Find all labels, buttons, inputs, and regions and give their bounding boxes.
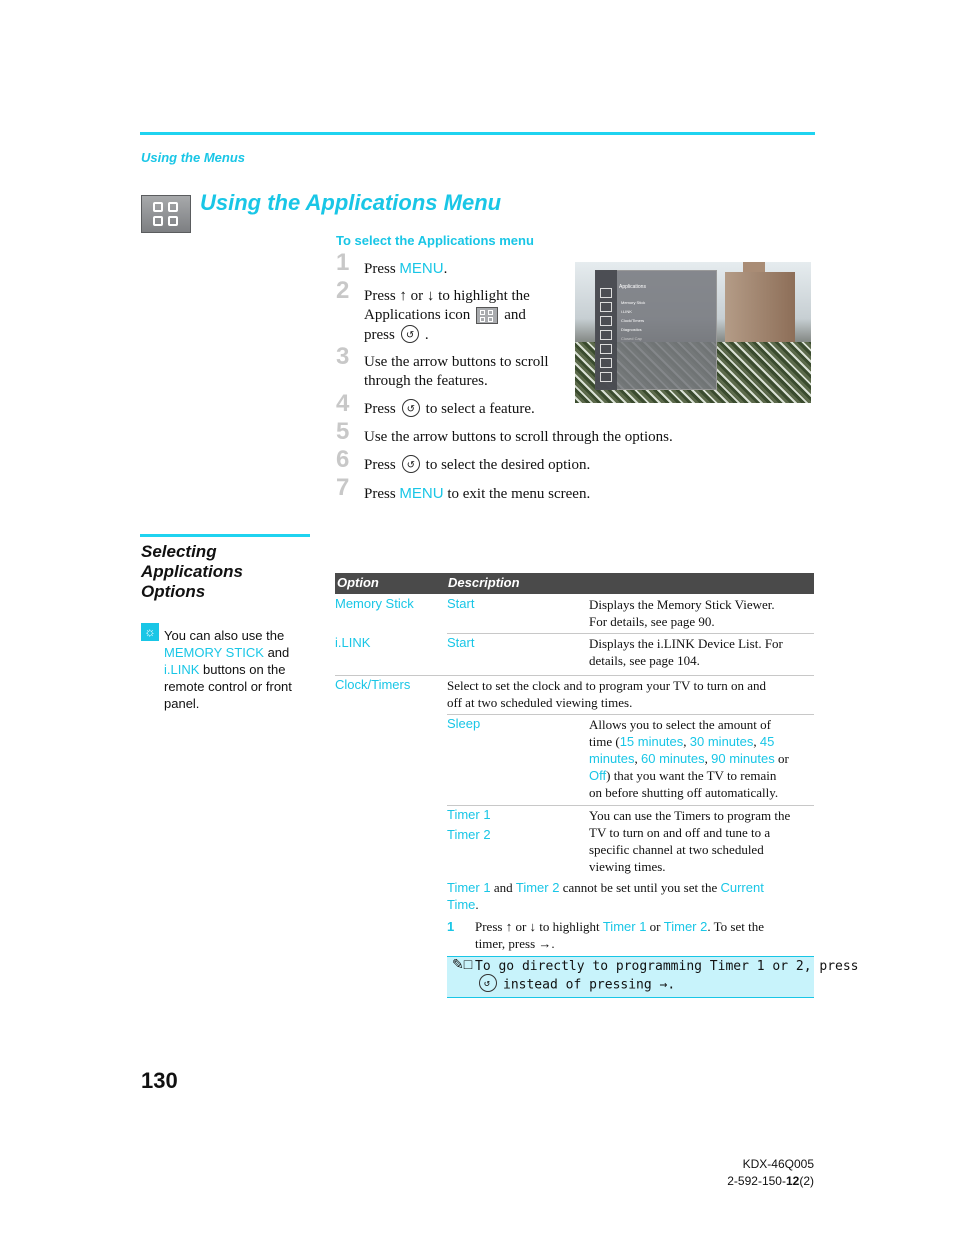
row-divider bbox=[447, 714, 814, 715]
lightbulb-icon: ☼ bbox=[141, 623, 159, 641]
select-button-icon bbox=[402, 455, 420, 473]
sub-option-timer-1: Timer 1 bbox=[447, 807, 491, 822]
model-info: KDX-46Q005 2-592-150-12(2) bbox=[727, 1157, 814, 1188]
option-ilink: i.LINK bbox=[335, 635, 371, 650]
sub-option-timer-2: Timer 2 bbox=[447, 827, 491, 842]
option-clock-timers: Clock/Timers bbox=[335, 677, 411, 692]
screen-title: Applications bbox=[619, 284, 646, 290]
timer-step-number: 1 bbox=[447, 919, 455, 934]
select-button-icon bbox=[402, 399, 420, 417]
note-box bbox=[447, 956, 859, 998]
description: Displays the Memory Stick Viewer. For details, see page 90. bbox=[589, 597, 775, 629]
sub-option-start: Start bbox=[447, 596, 475, 611]
table-header bbox=[335, 573, 814, 594]
page-number: 130 bbox=[141, 1068, 178, 1093]
note-text: To go directly to programming Timer 1 or 2, press ↺instead of pressing →. bbox=[475, 958, 859, 995]
header-description: Description bbox=[448, 575, 520, 590]
row-divider bbox=[447, 805, 814, 806]
header-option: Option bbox=[337, 575, 379, 590]
description: Displays the i.LINK Device List. For details, see page 104. bbox=[589, 636, 783, 668]
option-memory-stick: Memory Stick bbox=[335, 596, 414, 611]
row-divider bbox=[447, 633, 814, 634]
side-rule bbox=[140, 534, 310, 537]
tip-text: You can also use the MEMORY STICK and i.LINK buttons on the remote control or front panel. bbox=[164, 628, 292, 711]
sub-option-start: Start bbox=[447, 635, 475, 650]
top-rule bbox=[140, 132, 815, 135]
timer-step: Press ↑ or ↓ to highlight Timer 1 or Timer 2. To set the timer, press →. bbox=[475, 919, 764, 951]
timers-description: You can use the Timers to program the TV to turn on and off and tune to a specific channel at two scheduled viewing times. bbox=[589, 808, 791, 874]
screen-item: Diagnostics bbox=[621, 327, 642, 332]
sub-option-sleep: Sleep bbox=[447, 716, 481, 731]
tv-screen-image bbox=[575, 262, 811, 403]
screen-item: i.LINK bbox=[621, 309, 632, 314]
procedure-heading: To select the Applications menu bbox=[336, 233, 534, 248]
applications-icon bbox=[141, 195, 191, 233]
screen-item: Memory Stick bbox=[621, 300, 646, 305]
section-label: Using the Menus bbox=[141, 150, 246, 165]
page-title: Using the Applications Menu bbox=[200, 190, 502, 215]
pencil-note-icon: ✎□ bbox=[452, 958, 473, 973]
applications-icon-small bbox=[476, 307, 498, 324]
screen-item: Clock/Timers bbox=[621, 318, 645, 323]
timers-note: Timer 1 and Timer 2 cannot be set until you set the Current Time. bbox=[447, 880, 764, 912]
select-button-icon bbox=[479, 974, 497, 992]
sleep-description: Allows you to select the amount of time (15 minutes, 30 minutes, 45 minutes, 60 minutes, 90 minutes or Off) that you want the TV to remain on before shutting off automatically. bbox=[589, 717, 789, 800]
section-title: Selecting Applications Options bbox=[141, 542, 244, 601]
description: Select to set the clock and to program your TV to turn on and off at two scheduled viewing times. bbox=[447, 678, 767, 710]
select-button-icon bbox=[401, 325, 419, 343]
screen-item: Closed Cap bbox=[621, 336, 642, 341]
